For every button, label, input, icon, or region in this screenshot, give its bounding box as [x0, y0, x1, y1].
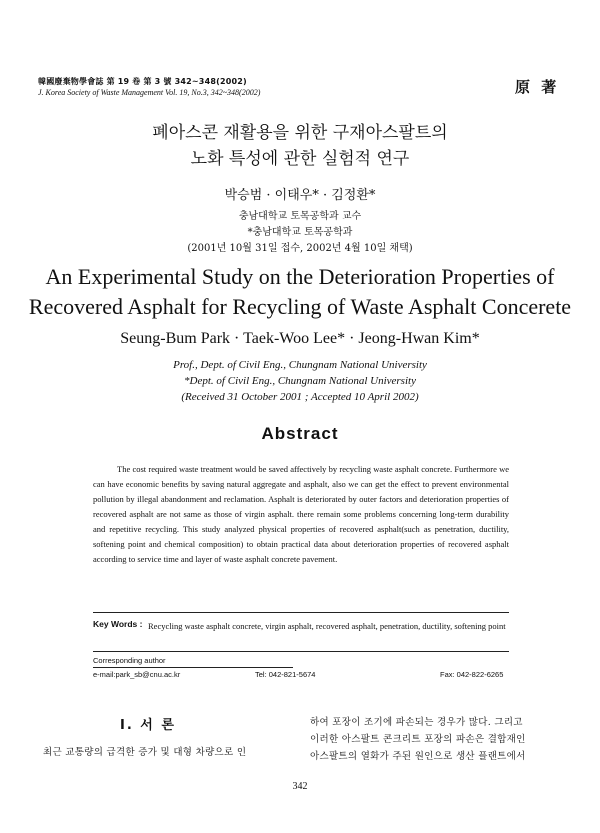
- abstract-heading: Abstract: [261, 424, 339, 443]
- page-number: 342: [292, 781, 308, 792]
- title-korean-line2: 노화 특성에 관한 실험적 연구: [190, 149, 410, 169]
- affiliation-en-line1: Prof., Dept. of Civil Eng., Chungnam National University: [173, 359, 427, 371]
- title-english-line2: Recovered Asphalt for Recycling of Waste Asphalt Concerete: [28, 294, 572, 319]
- corresponding-author-label: Corresponding author: [93, 656, 166, 665]
- keywords-bottom-rule: [93, 651, 509, 652]
- keywords-top-rule: [93, 612, 509, 613]
- affiliations-english: [0, 357, 600, 405]
- affiliation-kr-line1: 충남대학교 토목공학과 교수: [238, 211, 362, 222]
- keywords-label: Key Words :: [93, 619, 143, 629]
- affiliations-korean: [0, 209, 600, 257]
- affiliation-kr-line2: *충남대학교 토목공학과: [247, 227, 353, 238]
- intro-right-line3: 아스팔트의 열화가 주된 원인으로 생산 플랜트에서: [310, 751, 526, 762]
- journal-header-english: J. Korea Society of Waste Management Vol. 19, No.3, 342~348(2002): [38, 88, 261, 97]
- received-date-en: (Received 31 October 2001 ; Accepted 10 April 2002): [181, 391, 419, 403]
- title-english-line1: An Experimental Study on the Deterioration Properties of: [45, 264, 555, 289]
- received-date-kr: (2001년 10월 31일 접수, 2002년 4월 10일 채택): [187, 243, 413, 254]
- corresponding-email: e-mail:park_sb@cnu.ac.kr: [93, 670, 181, 679]
- authors-english: Seung-Bum Park · Taek-Woo Lee* · Jeong-Hwan Kim*: [120, 330, 480, 347]
- abstract-body: The cost required waste treatment would be saved affectively by recycling waste asphalt concrete. Furthermore we can have economic benefits by saving natural aggregate and asphalt, also we can get the effect to prevent environmental pollution by illegal abandonment and reclamation. Asphalt is deteriorated by outer factors and deterioration properties of recovered asphalt are not same as those of virgin asphalt. there remain some problems concerning long-term durability and repetitive recycling. This study analyzed physical properties of recovered asphalt(such as penetration, ductility, softening point and chemical composition) to obtain practical data about deterioration properties of recovered asphalt according to service time and layer of waste asphalt concrete pavement.: [93, 464, 509, 564]
- intro-left-line1: 최근 교통량의 급격한 증가 및 대형 차량으로 인: [43, 747, 247, 758]
- title-english: [0, 262, 600, 322]
- title-korean-line1: 폐아스콘 재활용을 위한 구재아스팔트의: [152, 123, 448, 143]
- journal-header-korean: 韓國廢棄物學會誌 第 19 卷 第 3 號 342~348(2002): [38, 77, 247, 86]
- corresponding-fax: Fax: 042-822-6265: [440, 670, 504, 679]
- section-heading-introduction: Ⅰ. 서 론: [120, 718, 176, 733]
- keywords-text: Recycling waste asphalt concrete, virgin asphalt, recovered asphalt, penetration, ductility, softening point: [148, 621, 506, 631]
- intro-right-line1: 하여 포장이 조기에 파손되는 경우가 많다. 그리고: [310, 717, 523, 728]
- intro-right-line2: 이러한 아스팔트 콘크리트 포장의 파손은 결합재인: [310, 734, 526, 745]
- corresponding-tel: Tel: 042-821-5674: [255, 670, 316, 679]
- affiliation-en-line2: *Dept. of Civil Eng., Chungnam National University: [184, 375, 416, 387]
- article-type-badge: 原 著: [515, 78, 560, 96]
- authors-korean: 박승범 · 이태우* · 김정환*: [224, 188, 376, 203]
- footnote-rule: [93, 667, 293, 668]
